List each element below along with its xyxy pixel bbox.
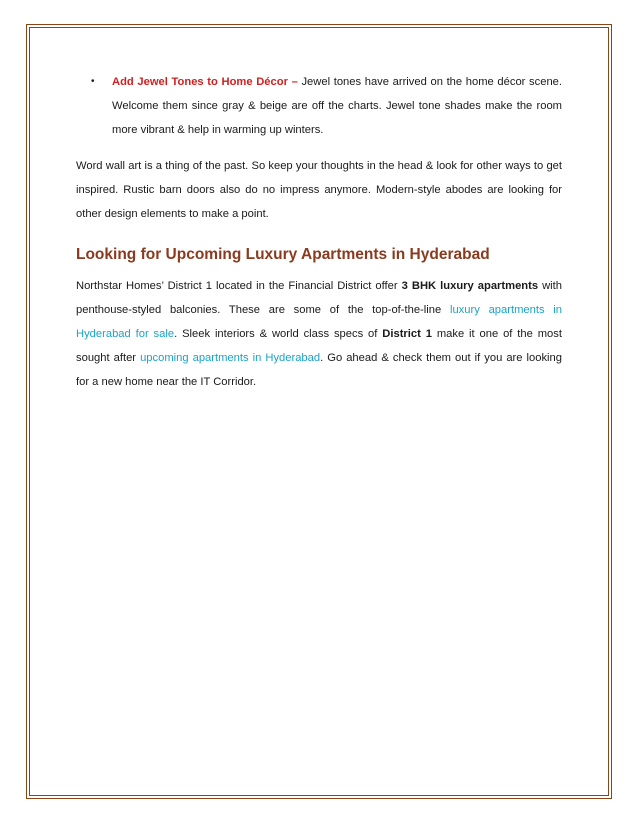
bold-3bhk: 3 BHK luxury apartments <box>401 280 539 292</box>
bullet-item <box>76 70 562 142</box>
para-text: with penthouse-styled balconies. These are some of the top-of-the-line <box>76 280 562 316</box>
paragraph-wall-art: Word wall art is a thing of the past. So keep your thoughts in the head & look for other ways to get inspired. Rustic barn doors also do no impress anymore. Modern-style abodes are looking for other design elements to make a point. <box>76 160 562 220</box>
paragraph-district-1 <box>76 274 562 394</box>
bullet-lead: Add Jewel Tones to Home Décor – <box>112 76 298 88</box>
bold-district-1: District 1 <box>382 328 432 340</box>
para-text: make it one of the most sought after <box>76 328 562 364</box>
bullet-text: Jewel tones have arrived on the home décor scene. Welcome them since gray & beige are off the charts. Jewel tone shades make the room more vibrant & help in warming up winters. <box>112 76 562 136</box>
link-upcoming-apartments[interactable]: upcoming apartments in Hyderabad <box>140 352 321 364</box>
section-heading: Looking for Upcoming Luxury Apartments in Hyderabad <box>76 246 490 263</box>
bullet-dot-icon: • <box>91 76 95 87</box>
document-body <box>76 70 562 394</box>
para-text: . Sleek interiors & world class specs of <box>174 328 383 340</box>
para-text: Northstar Homes’ District 1 located in the Financial District offer <box>76 280 402 292</box>
para-text: . Go ahead & check them out if you are looking for a new home near the IT Corridor. <box>76 352 562 388</box>
link-luxury-apartments[interactable]: luxury apartments in Hyderabad for sale <box>76 304 562 340</box>
